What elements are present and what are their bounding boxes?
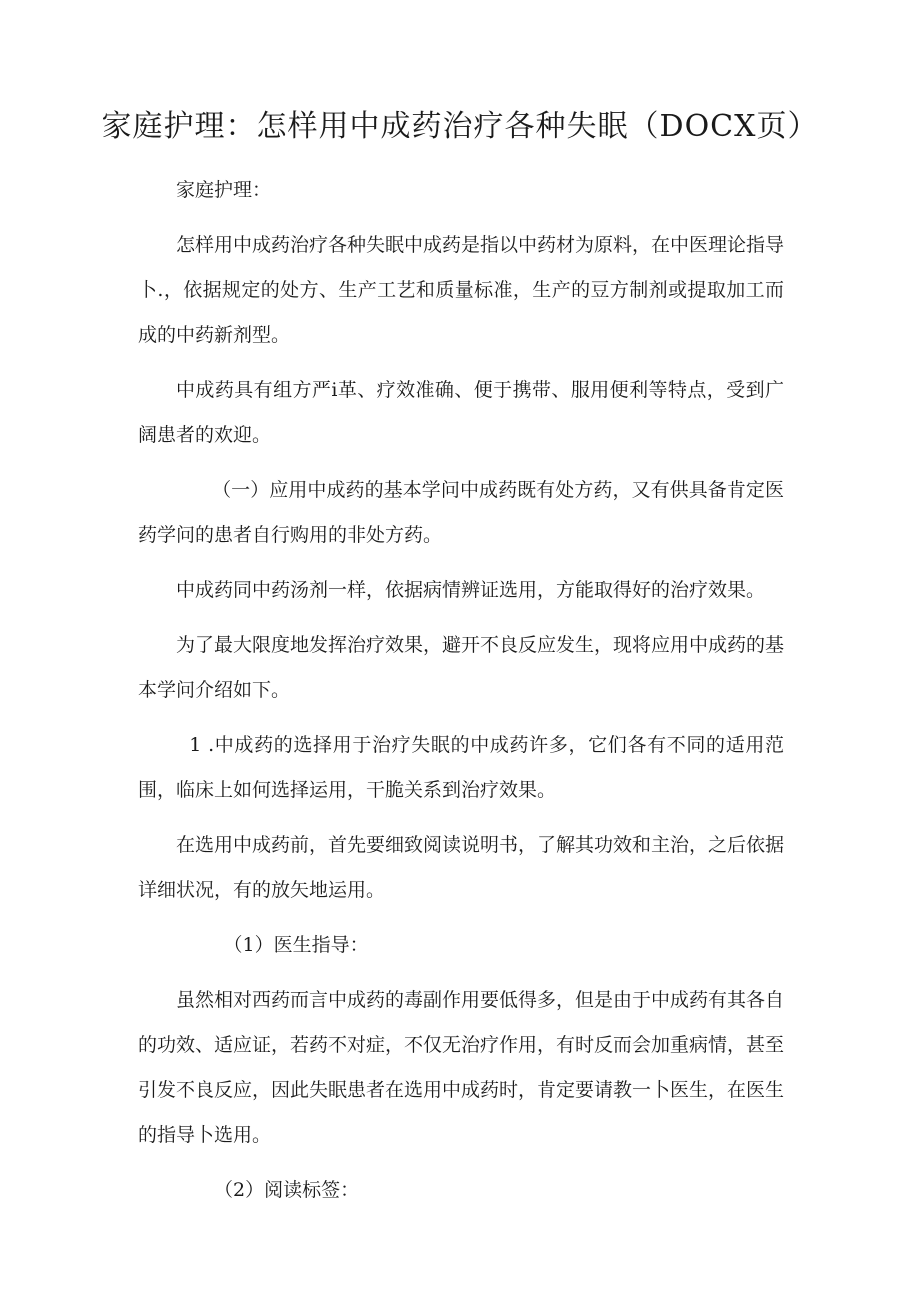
paragraph-4: （一）应用中成药的基本学问中成药既有处方药，又有供具备肯定医药学问的患者自行购用的非处方药。 <box>138 479 784 546</box>
paragraph-10: 虽然相对西药而言中成药的毒副作用要低得多，但是由于中成药有其各自的功效、适应证，若药不对症，不仅无治疗作用，有时反而会加重病情，甚至引发不良反应，因此失眠患者在选用中成药时，肯定要请教一卜医生，在医生的指导卜选用。 <box>138 989 785 1146</box>
paragraph-8: 在选用中成药前，首先要细致阅读说明书，了解其功效和主治，之后依据详细状况，有的放矢地运用。 <box>138 834 785 901</box>
paragraph-5: 中成药同中药汤剂一样，依据病情辨证选用，方能取得好的治疗效果。 <box>176 579 766 601</box>
paragraph-7: 1 .中成药的选择用于治疗失眠的中成药许多，它们各有不同的适用范围，临床上如何选择运用，干脆关系到治疗效果。 <box>138 734 784 801</box>
document-body <box>138 168 784 1213</box>
paragraph-1: 家庭护理： <box>176 179 272 201</box>
paragraph-11: （2）阅读标签： <box>214 1179 360 1201</box>
document-title: 家庭护理：怎样用中成药治疗各种失眠（DOCX页） <box>101 109 819 144</box>
paragraph-3: 中成药具有组方严i革、疗效准确、便于携带、服用便利等特点，受到广阔患者的欢迎。 <box>138 379 784 446</box>
paragraph-9: （1）医生指导： <box>223 934 369 956</box>
paragraph-6: 为了最大限度地发挥治疗效果，避开不良反应发生，现将应用中成药的基本学问介绍如下。 <box>138 634 785 701</box>
paragraph-2: 怎样用中成药治疗各种失眠中成药是指以中药材为原料，在中医理论指导卜.，依据规定的处方、生产工艺和质量标准，生产的豆方制剂或提取加工而成的中药新剂型。 <box>138 234 785 346</box>
